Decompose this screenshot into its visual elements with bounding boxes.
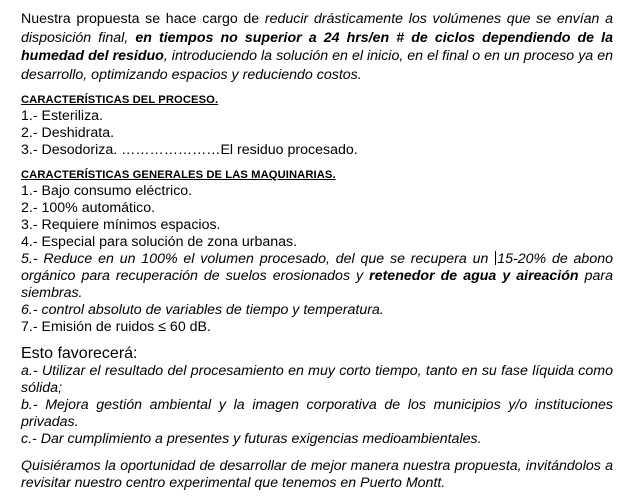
item5-text-b: 15-20% de abono orgánico para recuperación de suelos erosionados y [21, 251, 613, 284]
intro-text-3: en tiempos no superior a 24 hrs/en # de ciclos dependiendo de la humedad del residuo [21, 29, 613, 64]
favorecera-item-a: a.- Utilizar el resultado del procesamiento en muy corto tiempo, tanto en su fase líquida como sólida; [21, 363, 613, 396]
favorecera-section [21, 344, 613, 448]
maquinarias-section [21, 168, 613, 336]
item5-text-d: para siembras. [21, 268, 613, 301]
proceso-item-3: 3.- Desodoriza. …………………El residuo procesado. [21, 142, 358, 158]
intro-text-1: Nuestra propuesta se hace cargo de [21, 11, 265, 27]
intro-paragraph [21, 10, 613, 84]
proceso-item-2: 2.- Deshidrata. [21, 125, 115, 141]
maquinarias-item-2: 2.- 100% automático. [21, 200, 156, 216]
proceso-section [21, 93, 613, 159]
maquinarias-item-7: 7.- Emisión de ruidos ≤ 60 dB. [21, 319, 211, 335]
proceso-heading: CARACTERÍSTICAS DEL PROCESO. [21, 94, 219, 106]
favorecera-item-c: c.- Dar cumplimiento a presentes y futuras exigencias medioambientales. [21, 431, 482, 447]
proceso-item-1: 1.- Esteriliza. [21, 108, 103, 124]
intro-text-4: , introduciendo la solución en el inicio, en el final o en un proceso ya en desarrollo, optimizando espacios y reduciendo costos. [21, 48, 613, 83]
item5-text-a: 5.- Reduce en un 100% el volumen procesado, del que se recupera un [21, 251, 495, 267]
maquinarias-item-6: 6.- control absoluto de variables de tiempo y temperatura. [21, 302, 384, 318]
maquinarias-item-3: 3.- Requiere mínimos espacios. [21, 217, 221, 233]
intro-text-2: reducir drásticamente los volúmenes que se envían a disposición final, [21, 11, 613, 46]
maquinarias-item-4: 4.- Especial para solución de zona urbanas. [21, 234, 298, 250]
item5-text-c: retenedor de agua y aireación [369, 268, 579, 284]
favorecera-heading: Esto favorecerá: [21, 345, 138, 362]
closing-paragraph: Quisiéramos la oportunidad de desarrollar de mejor manera nuestra propuesta, invitándolos a revisitar nuestro centro experimental que tenemos en Puerto Montt. [21, 458, 613, 491]
maquinarias-item-5 [21, 251, 613, 302]
maquinarias-item-1: 1.- Bajo consumo eléctrico. [21, 183, 193, 199]
maquinarias-heading: CARACTERÍSTICAS GENERALES DE LAS MAQUINARIAS. [21, 169, 336, 181]
favorecera-item-b: b.- Mejora gestión ambiental y la imagen corporativa de los municipios y/o instituciones privadas. [21, 397, 613, 430]
